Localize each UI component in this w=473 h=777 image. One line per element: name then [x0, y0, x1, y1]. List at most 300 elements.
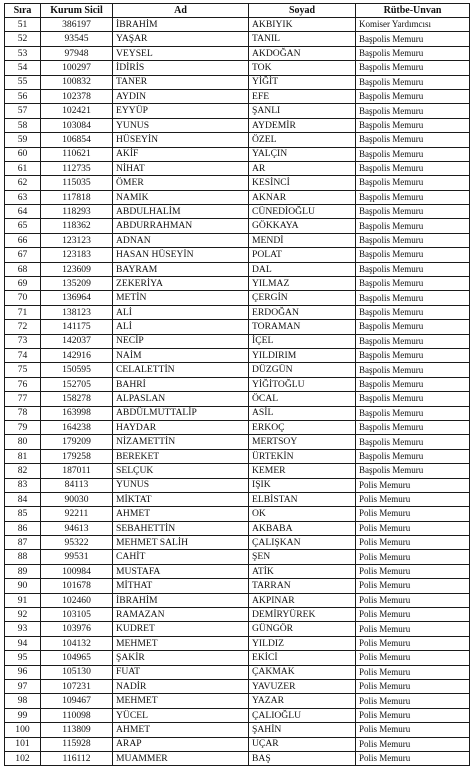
cell-kurum-sicil: 110621	[41, 147, 113, 161]
cell-kurum-sicil: 141175	[41, 320, 113, 334]
cell-rutbe-unvan: Polis Memuru	[356, 536, 470, 550]
cell-ad: YUNUS	[113, 118, 249, 132]
cell-ad: MİKTAT	[113, 492, 249, 506]
cell-rutbe-unvan: Başpolis Memuru	[356, 320, 470, 334]
cell-sira: 77	[5, 392, 41, 406]
cell-rutbe-unvan: Başpolis Memuru	[356, 377, 470, 391]
cell-ad: SEBAHETTİN	[113, 521, 249, 535]
cell-ad: BAHRİ	[113, 377, 249, 391]
cell-rutbe-unvan: Polis Memuru	[356, 564, 470, 578]
cell-rutbe-unvan: Başpolis Memuru	[356, 205, 470, 219]
cell-rutbe-unvan: Polis Memuru	[356, 651, 470, 665]
cell-sira: 58	[5, 118, 41, 132]
cell-soyad: YILDIZ	[249, 636, 356, 650]
cell-soyad: EFE	[249, 89, 356, 103]
cell-rutbe-unvan: Başpolis Memuru	[356, 219, 470, 233]
cell-ad: ARAP	[113, 737, 249, 751]
cell-ad: YUNUS	[113, 478, 249, 492]
cell-kurum-sicil: 104965	[41, 651, 113, 665]
cell-kurum-sicil: 118362	[41, 219, 113, 233]
cell-sira: 69	[5, 277, 41, 291]
cell-sira: 70	[5, 291, 41, 305]
cell-soyad: UÇAR	[249, 737, 356, 751]
cell-rutbe-unvan: Başpolis Memuru	[356, 449, 470, 463]
cell-sira: 55	[5, 75, 41, 89]
cell-rutbe-unvan: Başpolis Memuru	[356, 161, 470, 175]
table-row	[5, 679, 470, 693]
cell-soyad: ÜRTEKİN	[249, 449, 356, 463]
table-row	[5, 751, 470, 765]
cell-rutbe-unvan: Başpolis Memuru	[356, 104, 470, 118]
table-row	[5, 651, 470, 665]
cell-sira: 73	[5, 334, 41, 348]
cell-soyad: AYDEMİR	[249, 118, 356, 132]
cell-soyad: AKDOĞAN	[249, 46, 356, 60]
cell-sira: 65	[5, 219, 41, 233]
table-row	[5, 320, 470, 334]
table-row	[5, 694, 470, 708]
table-header	[5, 4, 470, 18]
cell-kurum-sicil: 99531	[41, 550, 113, 564]
table-row	[5, 363, 470, 377]
cell-rutbe-unvan: Başpolis Memuru	[356, 118, 470, 132]
table-row	[5, 536, 470, 550]
cell-ad: HÜSEYİN	[113, 133, 249, 147]
cell-rutbe-unvan: Polis Memuru	[356, 492, 470, 506]
cell-rutbe-unvan: Başpolis Memuru	[356, 248, 470, 262]
cell-sira: 96	[5, 665, 41, 679]
table-row	[5, 118, 470, 132]
cell-kurum-sicil: 123183	[41, 248, 113, 262]
cell-rutbe-unvan: Polis Memuru	[356, 521, 470, 535]
table-row	[5, 622, 470, 636]
cell-soyad: OK	[249, 507, 356, 521]
cell-soyad: IŞIK	[249, 478, 356, 492]
cell-rutbe-unvan: Polis Memuru	[356, 694, 470, 708]
cell-soyad: KESİNCİ	[249, 176, 356, 190]
cell-ad: YAŞAR	[113, 32, 249, 46]
table-row	[5, 392, 470, 406]
cell-rutbe-unvan: Başpolis Memuru	[356, 277, 470, 291]
cell-soyad: YİĞİTOĞLU	[249, 377, 356, 391]
cell-soyad: ŞANLI	[249, 104, 356, 118]
cell-ad: NİHAT	[113, 161, 249, 175]
cell-rutbe-unvan: Polis Memuru	[356, 679, 470, 693]
cell-kurum-sicil: 135209	[41, 277, 113, 291]
cell-ad: ABDURRAHMAN	[113, 219, 249, 233]
cell-soyad: TORAMAN	[249, 320, 356, 334]
table-row	[5, 233, 470, 247]
cell-ad: BAYRAM	[113, 262, 249, 276]
cell-soyad: AKBABA	[249, 521, 356, 535]
cell-soyad: ÇALIOĞLU	[249, 708, 356, 722]
cell-kurum-sicil: 101678	[41, 579, 113, 593]
cell-soyad: TARRAN	[249, 579, 356, 593]
cell-rutbe-unvan: Başpolis Memuru	[356, 392, 470, 406]
cell-soyad: ŞAHİN	[249, 723, 356, 737]
table-row	[5, 420, 470, 434]
cell-soyad: GÖKKAYA	[249, 219, 356, 233]
cell-soyad: DÜZGÜN	[249, 363, 356, 377]
header-soyad: Soyad	[249, 4, 356, 18]
cell-ad: ABDULHALİM	[113, 205, 249, 219]
cell-rutbe-unvan: Başpolis Memuru	[356, 75, 470, 89]
cell-sira: 88	[5, 550, 41, 564]
cell-ad: İBRAHİM	[113, 18, 249, 32]
cell-soyad: BAŞ	[249, 751, 356, 765]
cell-soyad: TOK	[249, 61, 356, 75]
cell-sira: 91	[5, 593, 41, 607]
cell-rutbe-unvan: Başpolis Memuru	[356, 435, 470, 449]
cell-kurum-sicil: 100832	[41, 75, 113, 89]
cell-soyad: YAZAR	[249, 694, 356, 708]
cell-sira: 71	[5, 305, 41, 319]
cell-sira: 85	[5, 507, 41, 521]
cell-soyad: MERTSOY	[249, 435, 356, 449]
cell-rutbe-unvan: Başpolis Memuru	[356, 147, 470, 161]
cell-soyad: AKNAR	[249, 190, 356, 204]
cell-kurum-sicil: 386197	[41, 18, 113, 32]
cell-rutbe-unvan: Başpolis Memuru	[356, 334, 470, 348]
cell-soyad: POLAT	[249, 248, 356, 262]
cell-ad: MUAMMER	[113, 751, 249, 765]
cell-kurum-sicil: 95322	[41, 536, 113, 550]
cell-rutbe-unvan: Polis Memuru	[356, 593, 470, 607]
table-row	[5, 723, 470, 737]
table-row	[5, 219, 470, 233]
cell-sira: 76	[5, 377, 41, 391]
cell-rutbe-unvan: Polis Memuru	[356, 622, 470, 636]
cell-soyad: AR	[249, 161, 356, 175]
cell-rutbe-unvan: Başpolis Memuru	[356, 46, 470, 60]
cell-ad: MİTHAT	[113, 579, 249, 593]
cell-ad: NİZAMETTİN	[113, 435, 249, 449]
cell-soyad: ÇALIŞKAN	[249, 536, 356, 550]
cell-sira: 99	[5, 708, 41, 722]
cell-sira: 87	[5, 536, 41, 550]
cell-kurum-sicil: 102378	[41, 89, 113, 103]
table-body	[5, 18, 470, 766]
table-row	[5, 406, 470, 420]
table-row	[5, 277, 470, 291]
cell-rutbe-unvan: Polis Memuru	[356, 507, 470, 521]
cell-sira: 63	[5, 190, 41, 204]
header-ad: Ad	[113, 4, 249, 18]
table-row	[5, 737, 470, 751]
table-row	[5, 89, 470, 103]
cell-soyad: ASİL	[249, 406, 356, 420]
cell-ad: ŞAKİR	[113, 651, 249, 665]
cell-ad: ÖMER	[113, 176, 249, 190]
cell-soyad: ELBİSTAN	[249, 492, 356, 506]
cell-ad: ALİ	[113, 305, 249, 319]
cell-kurum-sicil: 150595	[41, 363, 113, 377]
table-row	[5, 464, 470, 478]
table-row	[5, 262, 470, 276]
header-row	[5, 4, 470, 18]
cell-rutbe-unvan: Başpolis Memuru	[356, 420, 470, 434]
cell-kurum-sicil: 179209	[41, 435, 113, 449]
cell-sira: 67	[5, 248, 41, 262]
cell-ad: VEYSEL	[113, 46, 249, 60]
cell-kurum-sicil: 123123	[41, 233, 113, 247]
table-row	[5, 593, 470, 607]
cell-kurum-sicil: 97948	[41, 46, 113, 60]
cell-soyad: YILMAZ	[249, 277, 356, 291]
cell-rutbe-unvan: Başpolis Memuru	[356, 32, 470, 46]
cell-rutbe-unvan: Polis Memuru	[356, 665, 470, 679]
cell-ad: KUDRET	[113, 622, 249, 636]
table-row	[5, 579, 470, 593]
table-row	[5, 708, 470, 722]
cell-kurum-sicil: 84113	[41, 478, 113, 492]
cell-rutbe-unvan: Polis Memuru	[356, 636, 470, 650]
cell-kurum-sicil: 115928	[41, 737, 113, 751]
cell-sira: 68	[5, 262, 41, 276]
cell-rutbe-unvan: Başpolis Memuru	[356, 406, 470, 420]
cell-ad: RAMAZAN	[113, 608, 249, 622]
cell-ad: ABDÜLMUTTALİP	[113, 406, 249, 420]
cell-rutbe-unvan: Polis Memuru	[356, 550, 470, 564]
cell-ad: YÜCEL	[113, 708, 249, 722]
cell-ad: EYYÜP	[113, 104, 249, 118]
cell-sira: 54	[5, 61, 41, 75]
table-row	[5, 608, 470, 622]
cell-rutbe-unvan: Polis Memuru	[356, 608, 470, 622]
header-rutbe-unvan: Rütbe-Unvan	[356, 4, 470, 18]
cell-sira: 89	[5, 564, 41, 578]
cell-kurum-sicil: 142916	[41, 348, 113, 362]
cell-sira: 98	[5, 694, 41, 708]
cell-rutbe-unvan: Polis Memuru	[356, 579, 470, 593]
cell-soyad: YAVUZER	[249, 679, 356, 693]
cell-soyad: ÖCAL	[249, 392, 356, 406]
cell-soyad: ÇERGİN	[249, 291, 356, 305]
cell-sira: 62	[5, 176, 41, 190]
cell-soyad: ERKOÇ	[249, 420, 356, 434]
cell-kurum-sicil: 100297	[41, 61, 113, 75]
cell-rutbe-unvan: Başpolis Memuru	[356, 464, 470, 478]
cell-rutbe-unvan: Başpolis Memuru	[356, 305, 470, 319]
cell-kurum-sicil: 115035	[41, 176, 113, 190]
cell-sira: 97	[5, 679, 41, 693]
cell-kurum-sicil: 164238	[41, 420, 113, 434]
cell-rutbe-unvan: Polis Memuru	[356, 737, 470, 751]
table-row	[5, 18, 470, 32]
cell-sira: 56	[5, 89, 41, 103]
cell-soyad: ATİK	[249, 564, 356, 578]
cell-sira: 83	[5, 478, 41, 492]
cell-kurum-sicil: 112735	[41, 161, 113, 175]
table-row	[5, 147, 470, 161]
cell-soyad: EKİCİ	[249, 651, 356, 665]
cell-sira: 57	[5, 104, 41, 118]
cell-ad: ALPASLAN	[113, 392, 249, 406]
cell-soyad: ÖZEL	[249, 133, 356, 147]
cell-sira: 90	[5, 579, 41, 593]
cell-soyad: ŞEN	[249, 550, 356, 564]
cell-kurum-sicil: 93545	[41, 32, 113, 46]
cell-kurum-sicil: 90030	[41, 492, 113, 506]
cell-ad: CAHİT	[113, 550, 249, 564]
cell-sira: 101	[5, 737, 41, 751]
cell-sira: 86	[5, 521, 41, 535]
cell-sira: 64	[5, 205, 41, 219]
cell-ad: AKİF	[113, 147, 249, 161]
cell-ad: AYDIN	[113, 89, 249, 103]
cell-rutbe-unvan: Polis Memuru	[356, 723, 470, 737]
cell-sira: 78	[5, 406, 41, 420]
table-row	[5, 665, 470, 679]
table-row	[5, 449, 470, 463]
cell-ad: FUAT	[113, 665, 249, 679]
cell-ad: SELÇUK	[113, 464, 249, 478]
cell-sira: 74	[5, 348, 41, 362]
cell-soyad: YALÇIN	[249, 147, 356, 161]
cell-kurum-sicil: 106854	[41, 133, 113, 147]
cell-sira: 92	[5, 608, 41, 622]
cell-kurum-sicil: 94613	[41, 521, 113, 535]
table-row	[5, 61, 470, 75]
cell-rutbe-unvan: Başpolis Memuru	[356, 61, 470, 75]
cell-sira: 52	[5, 32, 41, 46]
cell-kurum-sicil: 179258	[41, 449, 113, 463]
cell-ad: NAMIK	[113, 190, 249, 204]
cell-kurum-sicil: 187011	[41, 464, 113, 478]
cell-rutbe-unvan: Başpolis Memuru	[356, 291, 470, 305]
cell-sira: 81	[5, 449, 41, 463]
table-row	[5, 46, 470, 60]
table-row	[5, 75, 470, 89]
cell-sira: 79	[5, 420, 41, 434]
cell-kurum-sicil: 103105	[41, 608, 113, 622]
table-row	[5, 291, 470, 305]
cell-kurum-sicil: 92211	[41, 507, 113, 521]
cell-kurum-sicil: 142037	[41, 334, 113, 348]
cell-rutbe-unvan: Başpolis Memuru	[356, 89, 470, 103]
cell-kurum-sicil: 100984	[41, 564, 113, 578]
cell-kurum-sicil: 104132	[41, 636, 113, 650]
table-row	[5, 564, 470, 578]
cell-ad: MEHMET	[113, 694, 249, 708]
cell-kurum-sicil: 113809	[41, 723, 113, 737]
cell-rutbe-unvan: Başpolis Memuru	[356, 233, 470, 247]
table-row	[5, 305, 470, 319]
cell-sira: 61	[5, 161, 41, 175]
cell-soyad: YİĞİT	[249, 75, 356, 89]
table-row	[5, 104, 470, 118]
cell-ad: HAYDAR	[113, 420, 249, 434]
table-row	[5, 636, 470, 650]
header-kurum-sicil: Kurum Sicil	[41, 4, 113, 18]
cell-soyad: AKBIYIK	[249, 18, 356, 32]
cell-ad: İDİRİS	[113, 61, 249, 75]
cell-kurum-sicil: 103084	[41, 118, 113, 132]
table-row	[5, 334, 470, 348]
cell-rutbe-unvan: Başpolis Memuru	[356, 262, 470, 276]
cell-rutbe-unvan: Başpolis Memuru	[356, 176, 470, 190]
cell-ad: MEHMET	[113, 636, 249, 650]
cell-rutbe-unvan: Başpolis Memuru	[356, 363, 470, 377]
cell-sira: 102	[5, 751, 41, 765]
table-row	[5, 161, 470, 175]
cell-ad: NECİP	[113, 334, 249, 348]
cell-sira: 94	[5, 636, 41, 650]
cell-ad: NADİR	[113, 679, 249, 693]
cell-ad: BEREKET	[113, 449, 249, 463]
cell-soyad: TANIL	[249, 32, 356, 46]
cell-ad: TANER	[113, 75, 249, 89]
table-row	[5, 248, 470, 262]
cell-soyad: DEMİRYÜREK	[249, 608, 356, 622]
cell-kurum-sicil: 138123	[41, 305, 113, 319]
cell-ad: MUSTAFA	[113, 564, 249, 578]
cell-ad: İBRAHİM	[113, 593, 249, 607]
cell-rutbe-unvan: Polis Memuru	[356, 751, 470, 765]
table-row	[5, 550, 470, 564]
cell-sira: 95	[5, 651, 41, 665]
header-sira: Sıra	[5, 4, 41, 18]
cell-soyad: İÇEL	[249, 334, 356, 348]
cell-kurum-sicil: 102421	[41, 104, 113, 118]
cell-sira: 80	[5, 435, 41, 449]
table-row	[5, 435, 470, 449]
cell-ad: MEHMET SALİH	[113, 536, 249, 550]
cell-ad: METİN	[113, 291, 249, 305]
personnel-table	[4, 3, 470, 766]
cell-sira: 93	[5, 622, 41, 636]
cell-kurum-sicil: 163998	[41, 406, 113, 420]
cell-soyad: ERDOĞAN	[249, 305, 356, 319]
cell-kurum-sicil: 109467	[41, 694, 113, 708]
cell-kurum-sicil: 136964	[41, 291, 113, 305]
cell-soyad: ÇAKMAK	[249, 665, 356, 679]
cell-soyad: AKPINAR	[249, 593, 356, 607]
cell-sira: 72	[5, 320, 41, 334]
cell-ad: ZEKERİYA	[113, 277, 249, 291]
cell-sira: 59	[5, 133, 41, 147]
cell-sira: 100	[5, 723, 41, 737]
table-row	[5, 348, 470, 362]
table-row	[5, 32, 470, 46]
table-row	[5, 190, 470, 204]
table-row	[5, 478, 470, 492]
cell-ad: HASAN HÜSEYİN	[113, 248, 249, 262]
cell-ad: NAİM	[113, 348, 249, 362]
cell-ad: ALİ	[113, 320, 249, 334]
table-row	[5, 507, 470, 521]
cell-sira: 60	[5, 147, 41, 161]
cell-sira: 82	[5, 464, 41, 478]
cell-rutbe-unvan: Komiser Yardımcısı	[356, 18, 470, 32]
table-row	[5, 492, 470, 506]
cell-soyad: DAL	[249, 262, 356, 276]
table-row	[5, 377, 470, 391]
table-row	[5, 176, 470, 190]
cell-soyad: KEMER	[249, 464, 356, 478]
cell-rutbe-unvan: Başpolis Memuru	[356, 348, 470, 362]
cell-kurum-sicil: 117818	[41, 190, 113, 204]
cell-sira: 75	[5, 363, 41, 377]
cell-sira: 51	[5, 18, 41, 32]
table-row	[5, 133, 470, 147]
cell-rutbe-unvan: Polis Memuru	[356, 478, 470, 492]
cell-soyad: CÜNEDİOĞLU	[249, 205, 356, 219]
cell-kurum-sicil: 152705	[41, 377, 113, 391]
cell-kurum-sicil: 105130	[41, 665, 113, 679]
cell-sira: 66	[5, 233, 41, 247]
cell-kurum-sicil: 107231	[41, 679, 113, 693]
